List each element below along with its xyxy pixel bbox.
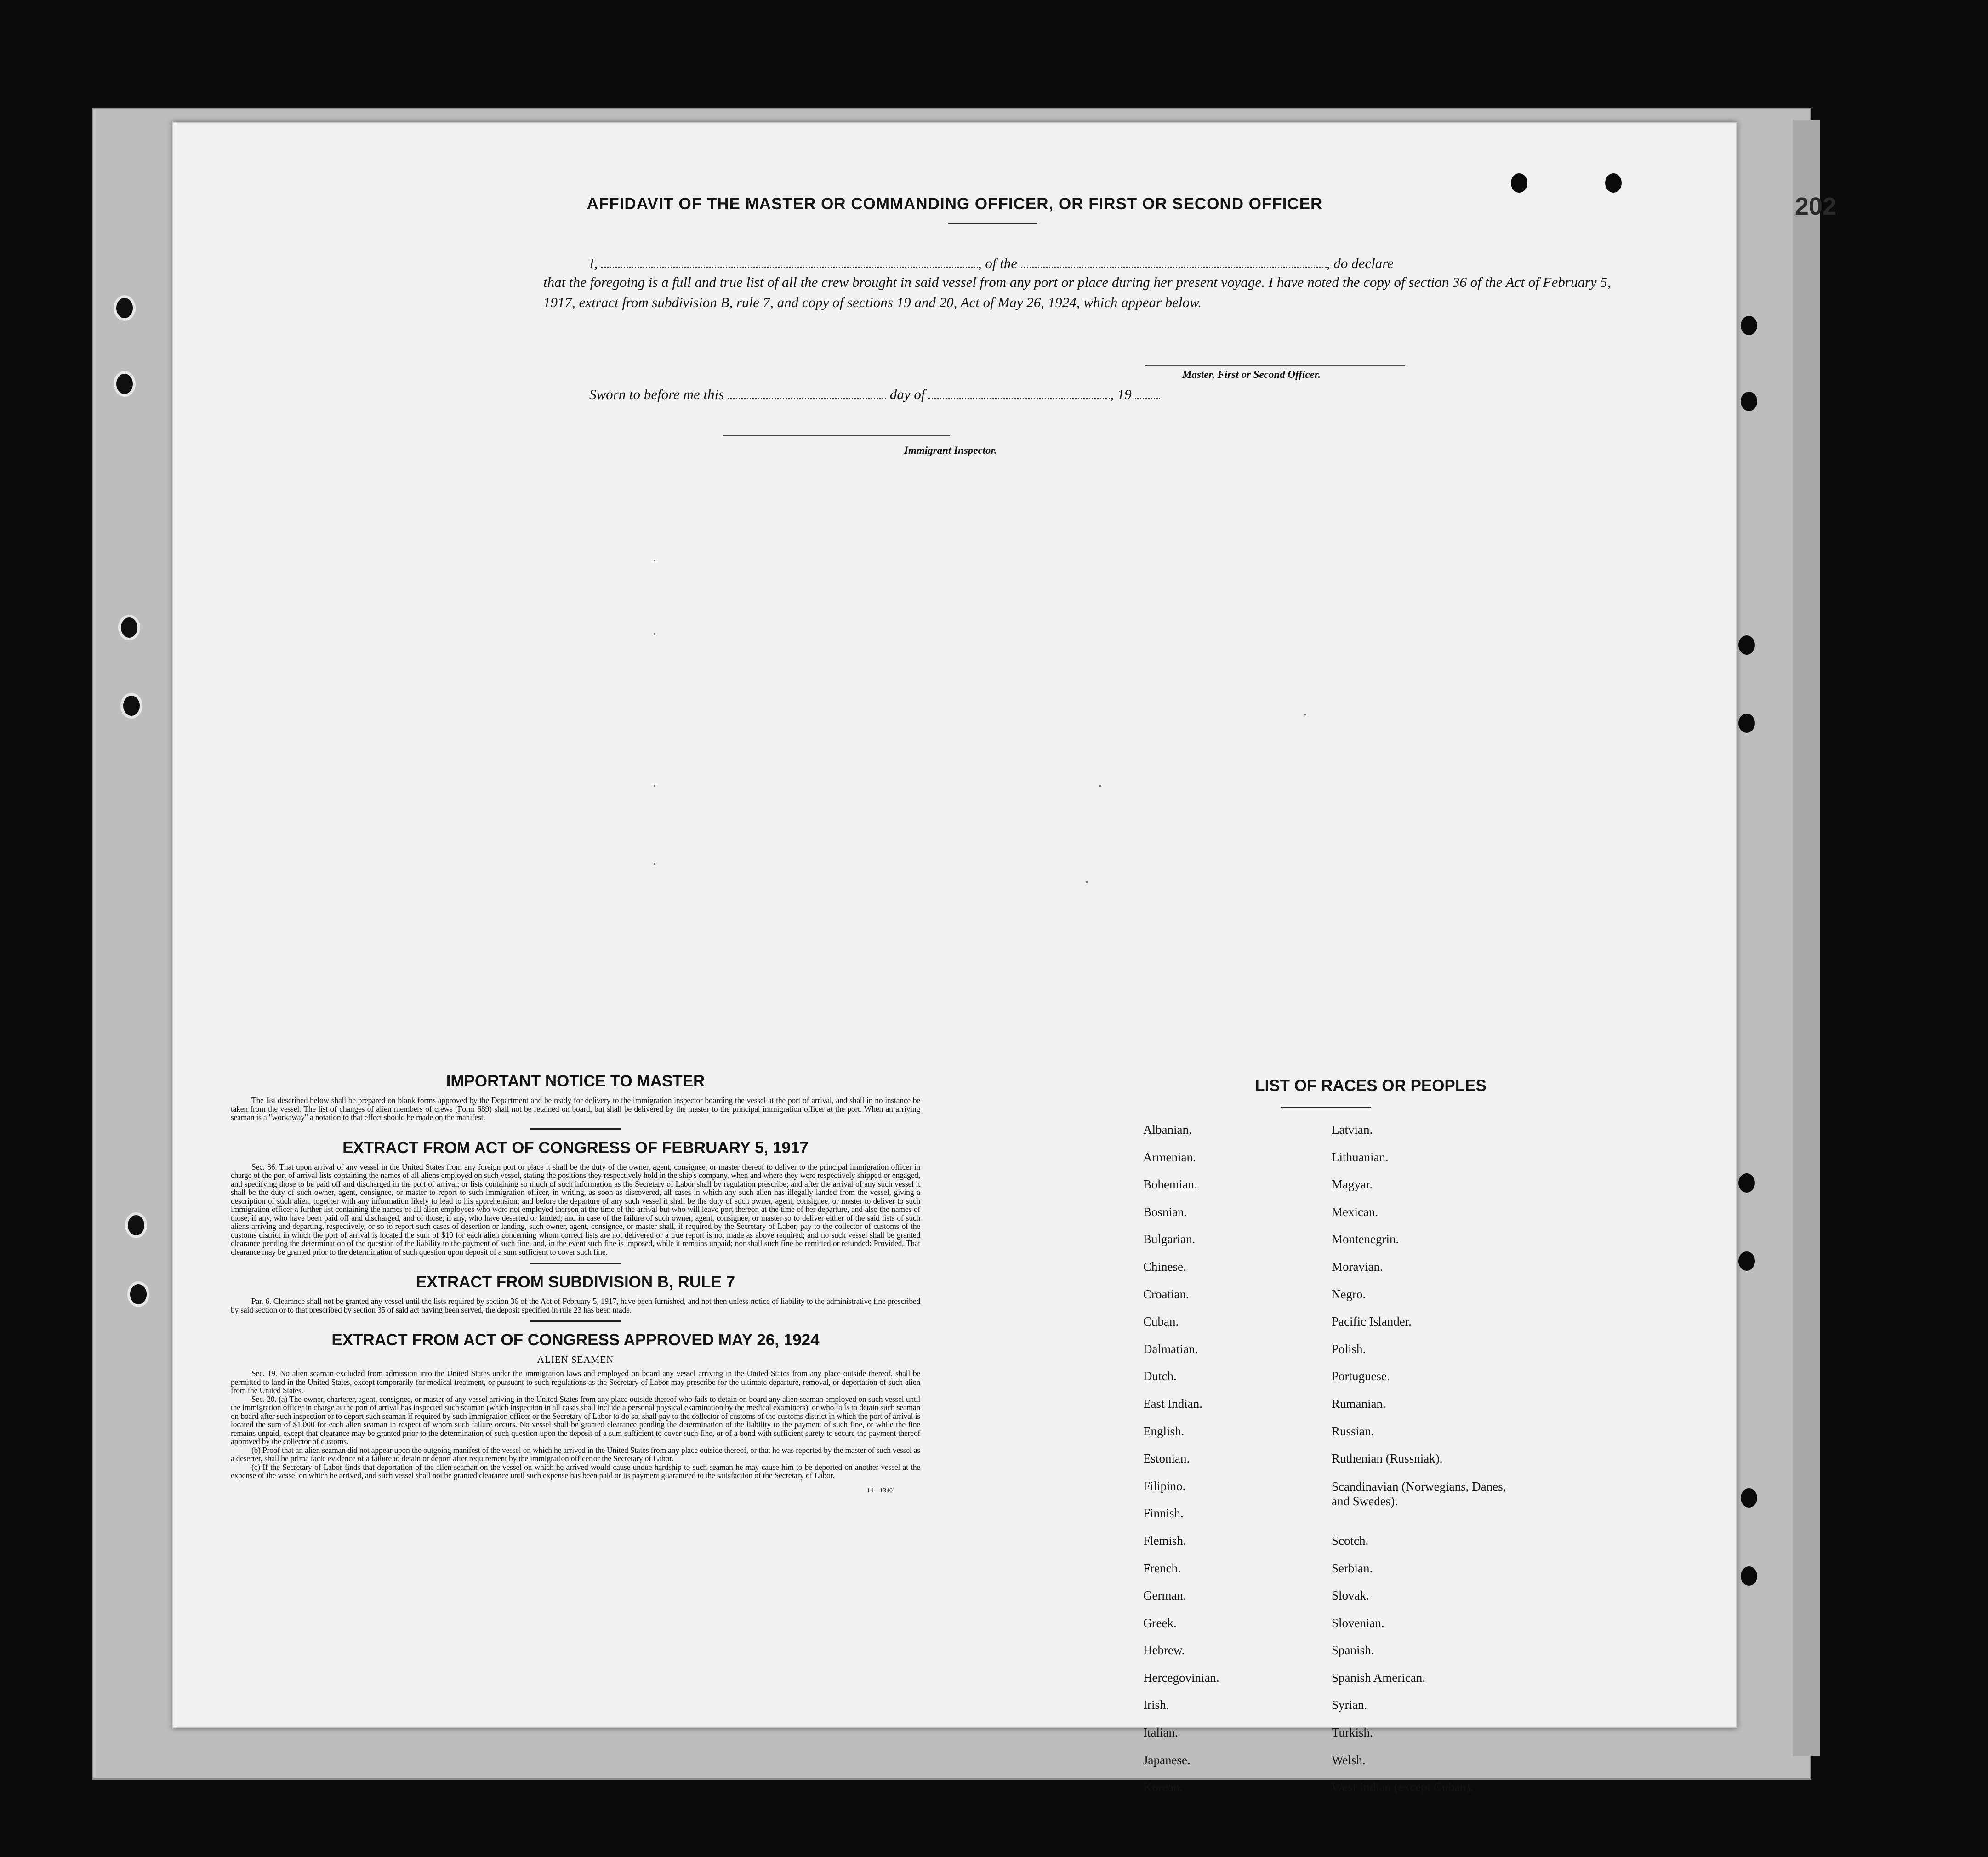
extract-1924-sec19: Sec. 19. No alien seaman excluded from admission into the United States under the immigration laws and employed on board any vessel arriving in the United States from any place outside thereof, shall be permitted to land in the United States, except temporarily for medical treatment, or pursuant to such regulations as the Secretary of Labor may prescribe for the ultimate departure, removal, or deportation of such alien from the United States. <box>231 1369 920 1395</box>
divider <box>530 1128 621 1130</box>
race-item: Japanese. <box>1143 1753 1191 1767</box>
race-item: Italian. <box>1143 1726 1178 1740</box>
race-item: Greek. <box>1143 1616 1177 1630</box>
punch-hole <box>127 1281 149 1307</box>
extract-rule7-text: Par. 6. Clearance shall not be granted any vessel until the lists required by section 36 of the Act of February 5, 1917, have been furnished, and not then unless notice of liability to the administrative fine prescribed by said section or to that prescribed by section 35 of said act having been served, the deposit specified in rule 23 has been made. <box>231 1297 920 1314</box>
race-item: Pacific Islander. <box>1332 1314 1412 1329</box>
punch-hole <box>1738 1251 1755 1271</box>
race-item: Bosnian. <box>1143 1205 1187 1219</box>
race-item: Filipino. <box>1143 1479 1186 1493</box>
race-item: Latvian. <box>1332 1123 1373 1137</box>
affidavit-sheet <box>172 122 1737 1794</box>
race-item: Turkish. <box>1332 1726 1373 1740</box>
race-item: Rumanian. <box>1332 1396 1386 1411</box>
race-item: Mexican. <box>1332 1205 1378 1219</box>
punch-hole <box>1741 316 1757 335</box>
race-item: Portuguese. <box>1332 1369 1390 1383</box>
divider <box>530 1263 621 1264</box>
punch-hole <box>118 615 140 640</box>
race-item: Albanian. <box>1143 1123 1192 1137</box>
punch-hole <box>1741 1566 1757 1586</box>
race-item: Armenian. <box>1143 1150 1196 1164</box>
punch-hole <box>1741 392 1757 411</box>
sworn-line <box>589 385 1160 403</box>
race-item: Russian. <box>1332 1424 1374 1438</box>
inspector-signature-label: Immigrant Inspector. <box>904 445 997 456</box>
year-label: , 19 <box>1110 386 1132 402</box>
race-item: Bulgarian. <box>1143 1232 1196 1246</box>
scan-speck <box>654 785 655 787</box>
race-item: Dutch. <box>1143 1369 1177 1383</box>
race-item: Serbian. <box>1332 1561 1373 1575</box>
race-item: Hercegovinian. <box>1143 1670 1219 1685</box>
sworn-day-blank[interactable] <box>728 385 886 399</box>
races-title: LIST OF RACES OR PEOPLES <box>1255 1077 1487 1095</box>
extract-1917-title: EXTRACT FROM ACT OF CONGRESS OF FEBRUARY 5, 1917 <box>342 1138 809 1157</box>
race-item: German. <box>1143 1588 1186 1603</box>
punch-hole <box>114 295 136 321</box>
affidavit-title: AFFIDAVIT OF THE MASTER OR COMMANDING OFFICER, OR FIRST OR SECOND OFFICER <box>587 195 1323 213</box>
race-item: English. <box>1143 1424 1185 1438</box>
race-item: Flemish. <box>1143 1533 1186 1548</box>
scan-speck <box>1099 785 1101 787</box>
back-page-edge <box>1793 120 1820 1756</box>
declarant-name-blank[interactable] <box>601 254 978 268</box>
race-item: Syrian. <box>1332 1698 1367 1712</box>
race-item: Slovenian. <box>1332 1616 1384 1630</box>
declare-label: , do declare <box>1326 255 1394 271</box>
notice-text: The list described below shall be prepared on blank forms approved by the Department and be ready for delivery to the immigration inspector boarding the vessel at the port of arrival, and shall in no instance be taken from the vessel. The list of changes of alien members of crews (Form 689) shall not be retained on board, but shall be delivered by the master to the principal immigration officer at the port. When an arriving seaman is a "workaway" a notation to that effect should be made on the manifest. <box>231 1096 920 1122</box>
page-number: 202 <box>1795 193 1837 220</box>
punch-hole <box>125 1212 147 1238</box>
race-item: Cuban. <box>1143 1314 1179 1329</box>
divider <box>530 1320 621 1322</box>
race-item: Scandinavian (Norwegians, Danes, and Swedes). <box>1332 1479 1506 1508</box>
extract-rule7-title: EXTRACT FROM SUBDIVISION B, RULE 7 <box>416 1273 735 1291</box>
punch-hole <box>114 371 136 397</box>
punch-hole <box>1605 173 1622 193</box>
race-item: Irish. <box>1143 1698 1169 1712</box>
race-item: Lithuanian. <box>1332 1150 1389 1164</box>
race-item: French. <box>1143 1561 1181 1575</box>
extract-1924-sec20c: (c) If the Secretary of Labor finds that deportation of the alien seaman on the vessel on which he arrived would cause undue hardship to such seaman he may cause him to be deported on another vessel at the expense of the vessel on which he arrived, and such vessel shall not be granted clearance until such expense has been paid or its payment guaranteed to the satisfaction of the Secretary of Labor. <box>231 1462 920 1480</box>
declaration-body: that the foregoing is a full and true list of all the crew brought in said vessel from any port or place during her present voyage. I have noted the copy of section 36 of the Act of February 5, 1917, extract from subdivision B, rule 7, and copy of sections 19 and 20, Act of May 26, 1924, which appear below. <box>543 274 1611 310</box>
scan-speck <box>1304 714 1306 715</box>
race-item: Estonian. <box>1143 1451 1190 1466</box>
race-item: Moravian. <box>1332 1259 1383 1274</box>
sworn-month-blank[interactable] <box>928 385 1110 399</box>
extract-1917-text: Sec. 36. That upon arrival of any vessel in the United States from any foreign port or place it shall be the duty of the owner, agent, consignee, or master thereof to deliver to the principal immigration officer in charge of the port of arrival lists containing the names of all aliens employed on such vessel, stating the positions they respectively hold in the ship's company, when and where they were respectively shipped or engaged, and specifying those to be paid off and discharged in the port of arrival; or lists containing so much of such information as the Secretary of Labor shall by regulation prescribe; and after the arrival of any such vessel it shall be the duty of such owner, agent, consignee, or master to report to such immigration officer, in writing, as soon as discovered, all cases in which any such alien has illegally landed from the vessel, giving a description of such alien, together with any information likely to lead to his apprehension; and before the departure of any such vessel it shall be the duty of such owner, agent, consignee, or master to deliver to such immigration officer a further list containing the names of all alien employees who were not employed thereon at the time of the arrival but who will leave port thereon at the time of her departure, and also the names of those, if any, who have been paid off and discharged, and of those, if any, who have deserted or landed; and in case of the failure of such owner, agent, consignee, or master so to deliver either of the said lists of such aliens arriving and departing, respectively, or so to report such cases of desertion or landing, such owner, agent, consignee, or master shall, if required by the Secretary of Labor, pay to the collector of customs of the customs district in which the port of arrival is located the sum of $10 for each alien concerning whom correct lists are not delivered or a true report is not made as above required; and no such vessel shall be granted clearance pending the determination of the question of the liability to the payment of such fine, and, in the event such fine is imposed, while it remains unpaid; nor shall such fine be remitted or refunded: Provided, That clearance may be granted prior to the determination of such question upon deposit of a sum sufficient to cover such fine. <box>231 1162 920 1257</box>
notice-title: IMPORTANT NOTICE TO MASTER <box>446 1072 705 1090</box>
punch-hole <box>1738 714 1755 733</box>
race-item: Magyar. <box>1332 1177 1373 1192</box>
race-item: Slovak. <box>1332 1588 1369 1603</box>
extract-1924-subtitle: ALIEN SEAMEN <box>537 1354 614 1365</box>
race-item: Welsh. <box>1332 1753 1366 1767</box>
punch-hole <box>120 693 142 719</box>
vessel-name-blank[interactable] <box>1021 254 1327 268</box>
race-item: Scotch. <box>1332 1533 1369 1548</box>
race-item: Korean. <box>1143 1780 1183 1794</box>
extract-1924-sec20a: Sec. 20. (a) The owner, charterer, agent, consignee, or master of any vessel arriving in the United States from any place outside thereof who fails to detain on board any alien seaman employed on such vessel until the immigration officer in charge at the port of arrival has inspected such seaman (which inspection in all cases shall include a personal physical examination by the medical examiners), or who fails to detain such seaman on board after such inspection or to deport such seaman if required by such immigration officer or the Secretary of Labor to do so, shall pay to the collector of customs of the customs district in which the port of arrival is located the sum of $1,000 for each alien seaman in respect of whom such failure occurs. No vessel shall be granted clearance pending the determination of the liability to the payment of such fine, or while the fine remains unpaid, except that clearance may be granted prior to the determination of such question upon the deposit of a sum sufficient to cover such fine, or of a bond with sufficient surety to secure the payment thereof approved by the collector of customs. <box>231 1394 920 1446</box>
declarant-prefix: I, <box>589 255 598 271</box>
race-item: Spanish. <box>1332 1643 1374 1657</box>
race-item: Montenegrin. <box>1332 1232 1399 1246</box>
scan-speck <box>654 560 655 561</box>
officer-of-label: , of the <box>978 255 1018 271</box>
race-item: Hebrew. <box>1143 1643 1185 1657</box>
punch-hole <box>1511 173 1527 193</box>
punch-hole <box>1741 1488 1757 1508</box>
race-item: Spanish American. <box>1332 1670 1425 1685</box>
form-number: 14—1340 <box>867 1487 893 1494</box>
punch-hole <box>1738 635 1755 655</box>
races-title-rule <box>1281 1107 1371 1108</box>
race-item: Croatian. <box>1143 1287 1189 1301</box>
master-signature-label: Master, First or Second Officer. <box>1182 369 1321 380</box>
race-item: Chinese. <box>1143 1259 1186 1274</box>
race-item: Finnish. <box>1143 1506 1184 1520</box>
extract-1924-title: EXTRACT FROM ACT OF CONGRESS APPROVED MAY 26, 1924 <box>331 1331 820 1349</box>
day-of-label: day of <box>889 386 925 402</box>
title-rule <box>948 223 1037 224</box>
race-item: Dalmatian. <box>1143 1342 1198 1356</box>
scan-speck <box>654 633 655 635</box>
race-item: Bohemian. <box>1143 1177 1197 1192</box>
scan-speck <box>1086 881 1088 883</box>
extract-1924-sec20b: (b) Proof that an alien seaman did not appear upon the outgoing manifest of the vessel on which he arrived in the United States from any place outside thereof, or that he was reported by the master of such vessel as a deserter, shall be prima facie evidence of a failure to detain or deport after requirement by the immigration officer or the Secretary of Labor. <box>231 1445 920 1463</box>
race-item: East Indian. <box>1143 1396 1202 1411</box>
race-item: Negro. <box>1332 1287 1366 1301</box>
master-signature-line[interactable] <box>1145 365 1405 366</box>
inspector-signature-line[interactable] <box>723 435 950 436</box>
race-item: Ruthenian (Russniak). <box>1332 1451 1443 1466</box>
sworn-label: Sworn to before me this <box>589 386 724 402</box>
races-column-1 <box>1143 1123 1318 1808</box>
sworn-year-blank[interactable] <box>1135 385 1160 399</box>
declaration-line <box>589 254 1394 272</box>
scan-speck <box>654 863 655 865</box>
race-item: Polish. <box>1332 1342 1366 1356</box>
punch-hole <box>1738 1173 1755 1193</box>
race-item: West Indian (except Cuban). <box>1332 1780 1474 1794</box>
races-column-2 <box>1332 1123 1515 1808</box>
notice-column <box>231 1072 920 1495</box>
